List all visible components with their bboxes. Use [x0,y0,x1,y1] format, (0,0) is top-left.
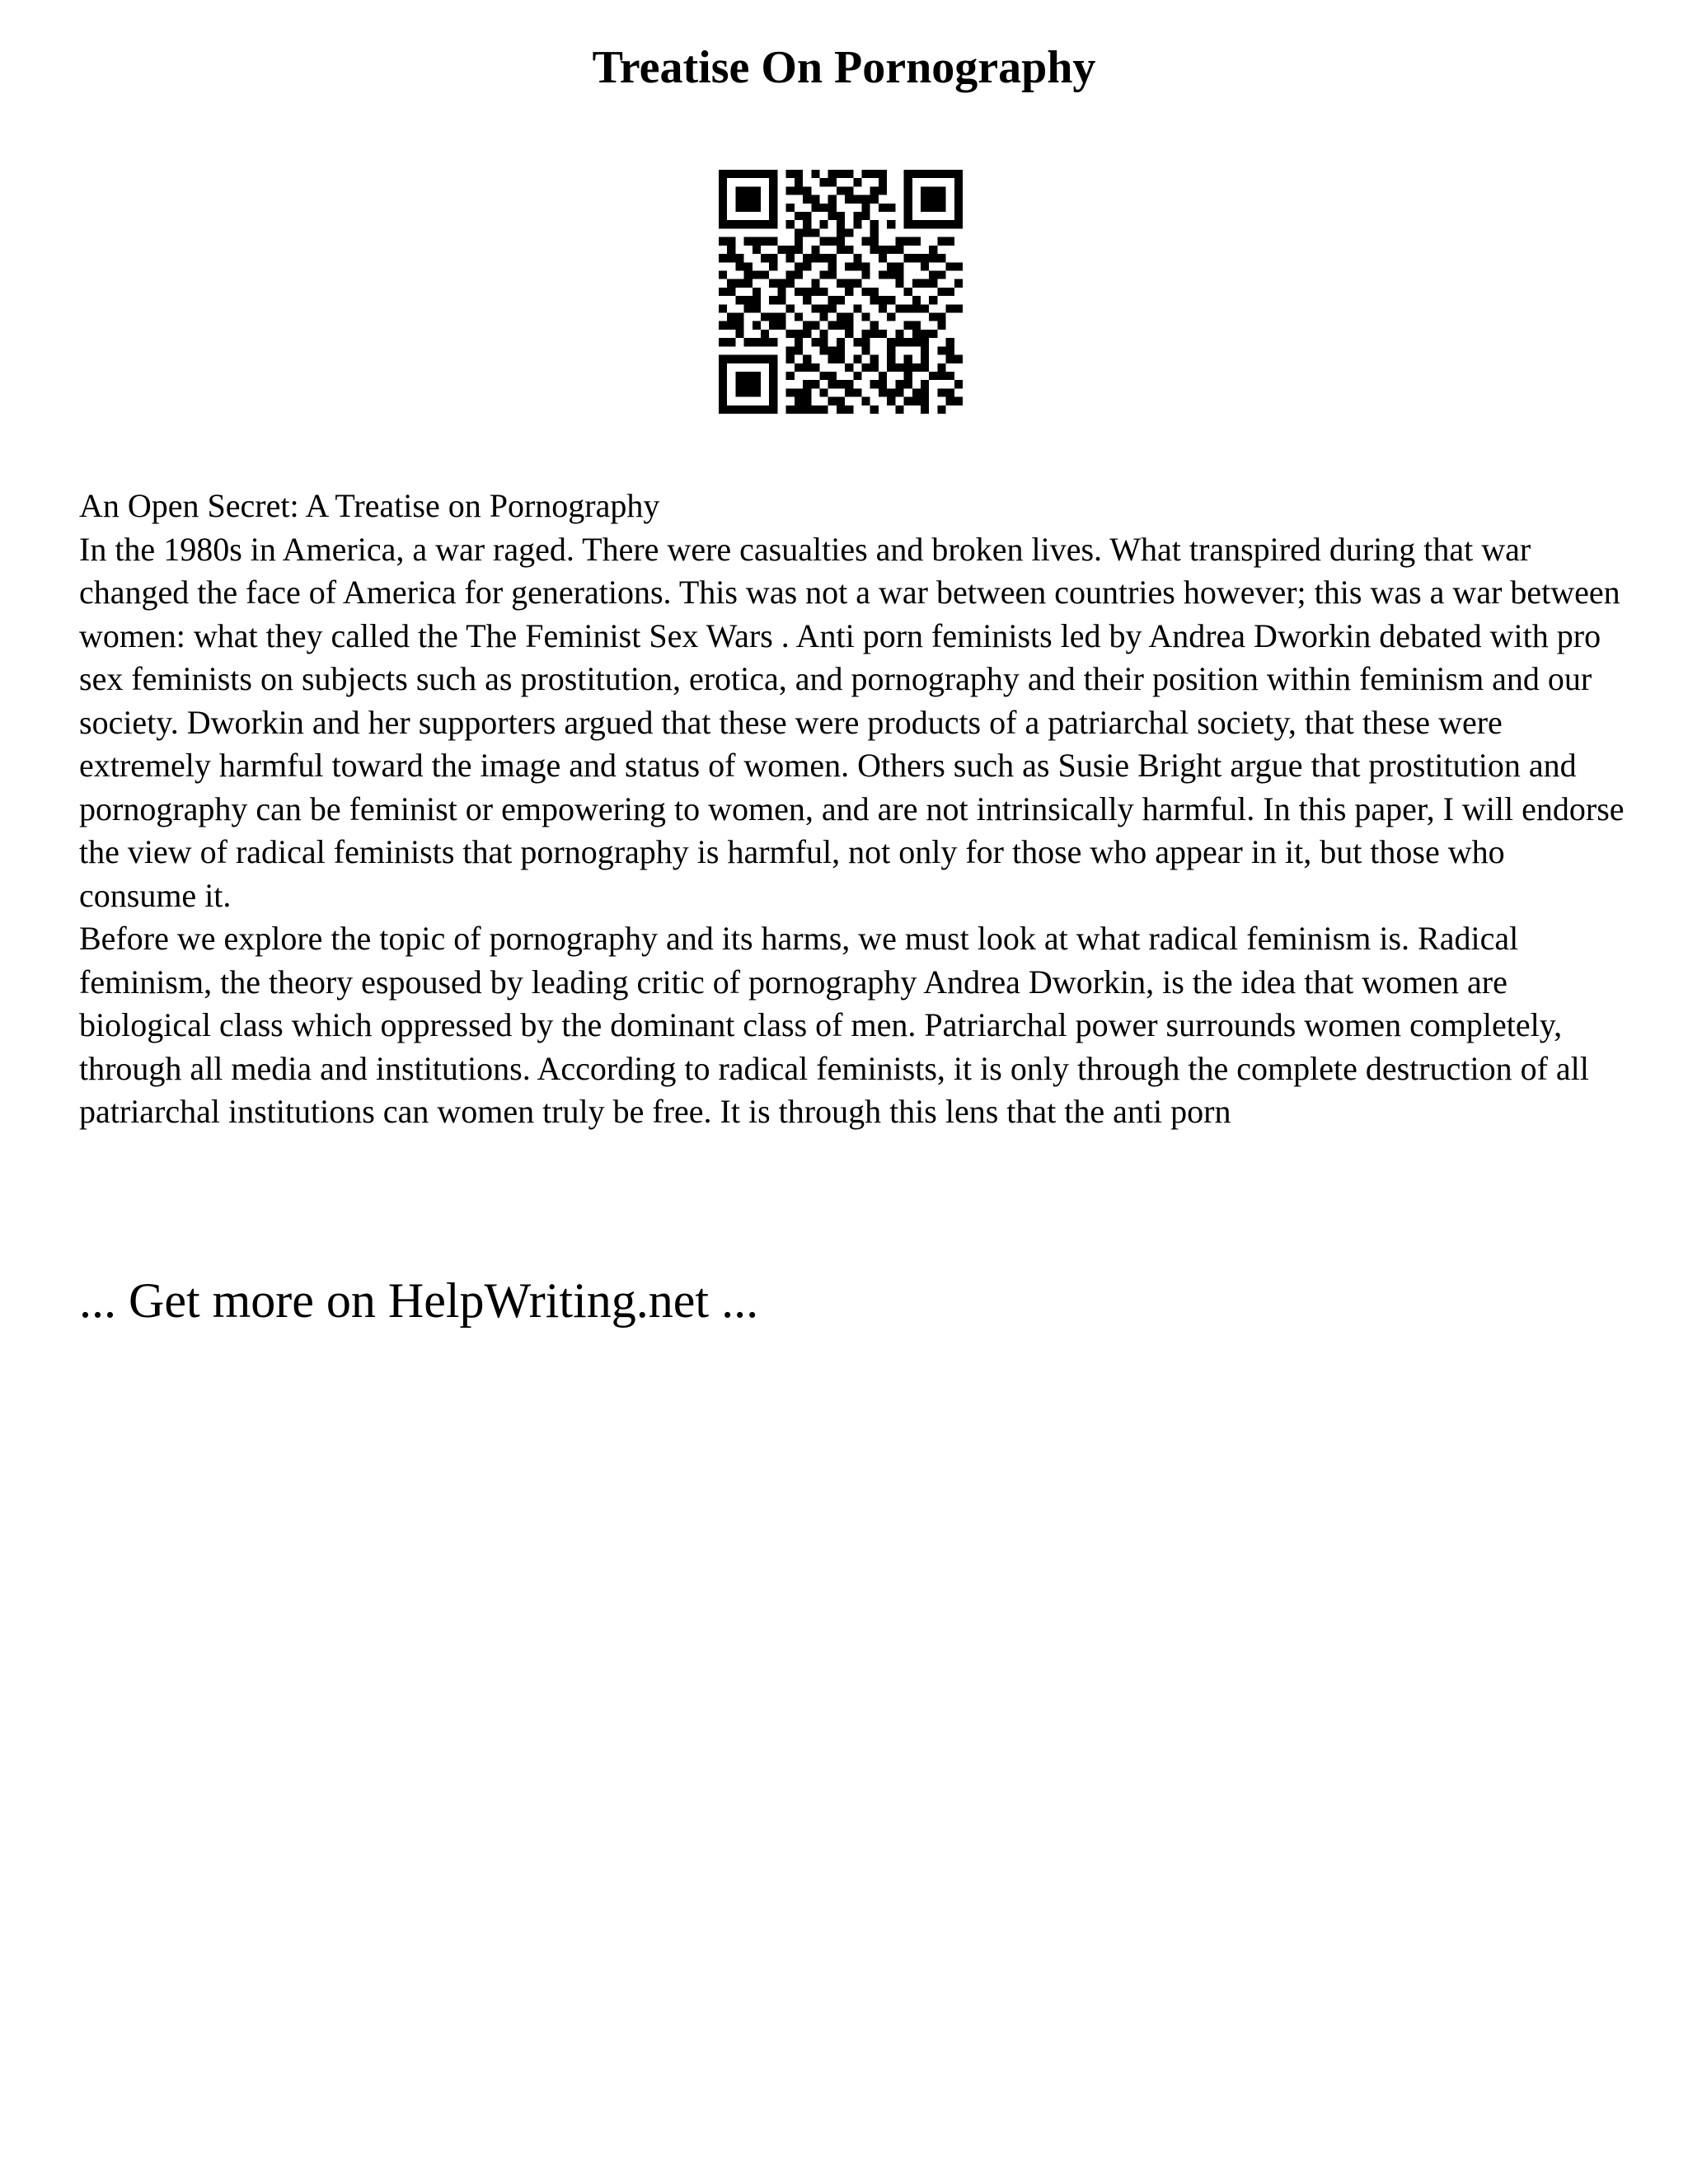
document-title: Treatise On Pornography [592,42,1096,93]
body-paragraph: In the 1980s in America, a war raged. There were casualties and broken lives. What transpired during that war changed the face of America for generations. This was not a war between countries however; this was a war between women: what they called the The Feminist Sex Wars . Anti porn feminists led by Andrea Dworkin debated with pro sex feminists on subjects such as prostitution, erotica, and pornography and their position within feminism and our society. Dworkin and her supporters argued that these were products of a patriarchal society, that these were extremely harmful toward the image and status of women. Others such as Susie Bright argue that prostitution and pornography can be feminist or empowering to women, and are not intrinsically harmful. In this paper, I will endorse the view of radical feminists that pornography is harmful, not only for those who appear in it, but those who consume it. [79,530,1625,914]
qr-code-icon [719,170,963,414]
get-more-link[interactable]: ... Get more on HelpWriting.net ... [79,1273,759,1328]
document-body [79,485,1629,1134]
body-paragraph: Before we explore the topic of pornography and its harms, we must look at what radical feminism is. Radical feminism, the theory espoused by leading critic of pornography Andrea Dworkin, is the idea that women are biological class which oppressed by the dominant class of men. Patriarchal power surrounds women completely, through all media and institutions. According to radical feminists, it is only through the complete destruction of all patriarchal institutions can women truly be free. It is through this lens that the anti porn [79,920,1589,1130]
document-subtitle: An Open Secret: A Treatise on Pornography [79,487,660,524]
